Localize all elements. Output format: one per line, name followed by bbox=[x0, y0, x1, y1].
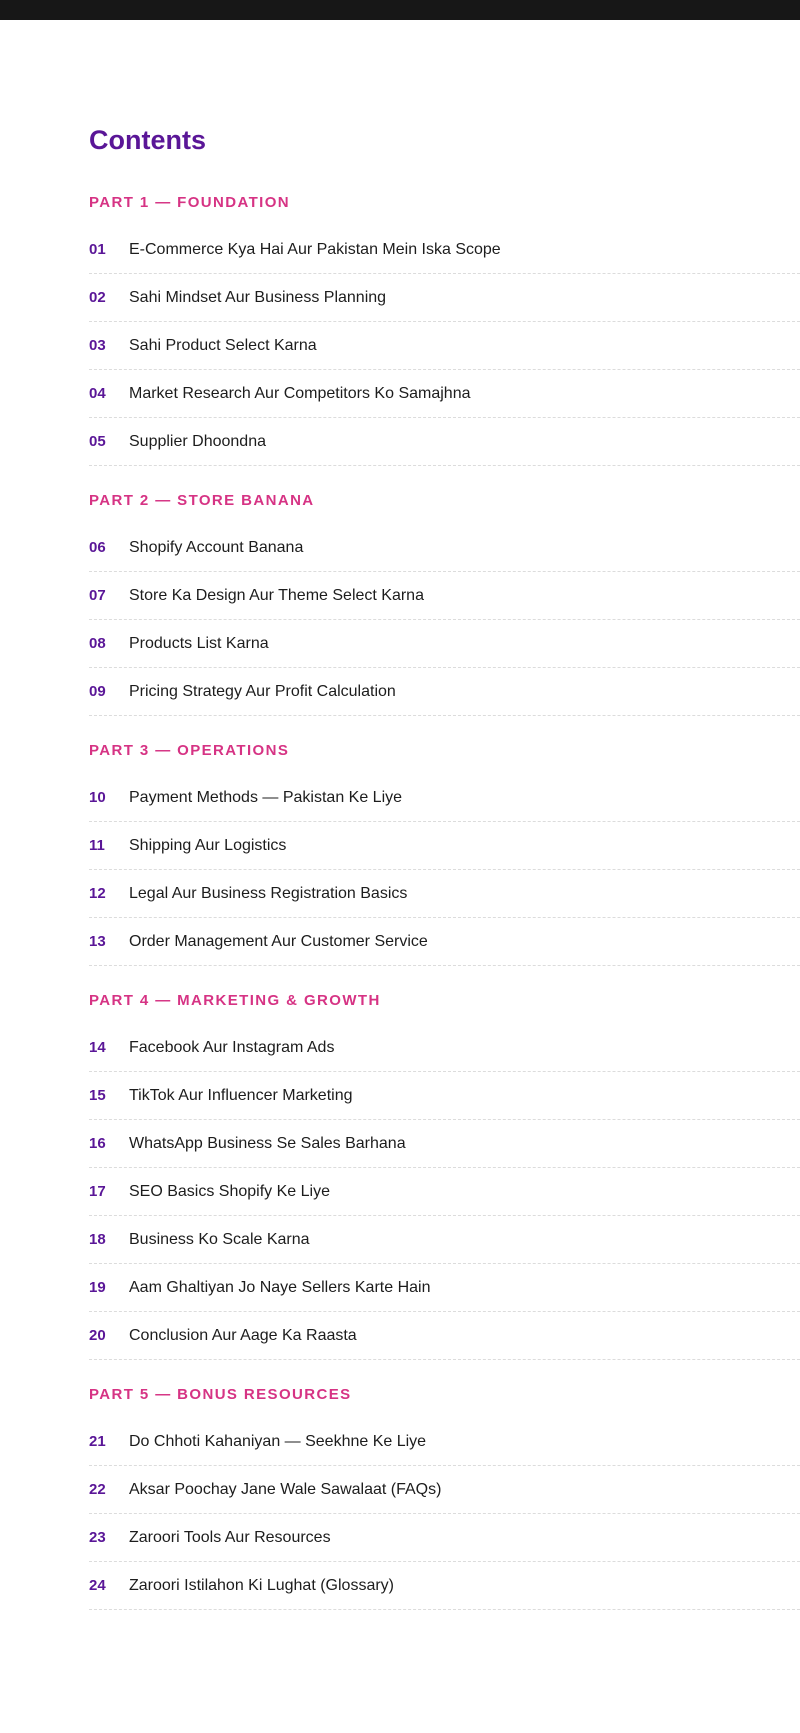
chapter-title: Zaroori Istilahon Ki Lughat (Glossary) bbox=[129, 1576, 394, 1594]
chapter-title: Products List Karna bbox=[129, 634, 269, 652]
toc-entry[interactable] bbox=[89, 1120, 800, 1168]
chapter-title: Aksar Poochay Jane Wale Sawalaat (FAQs) bbox=[129, 1480, 442, 1498]
chapter-list bbox=[89, 1418, 800, 1610]
page-title: Contents bbox=[89, 125, 206, 155]
toc-section-part-4 bbox=[89, 988, 800, 1382]
chapter-title: Payment Methods — Pakistan Ke Liye bbox=[129, 788, 403, 806]
chapter-number: 09 bbox=[89, 683, 106, 700]
chapter-number: 05 bbox=[89, 433, 106, 450]
chapter-number: 13 bbox=[89, 933, 106, 950]
contents-page bbox=[89, 120, 800, 1610]
chapter-number: 24 bbox=[89, 1577, 106, 1594]
table-of-contents bbox=[89, 190, 800, 1610]
chapter-number: 03 bbox=[89, 337, 106, 354]
chapter-title: Sahi Product Select Karna bbox=[129, 336, 317, 354]
toc-entry[interactable] bbox=[89, 870, 800, 918]
toc-section-part-2 bbox=[89, 488, 800, 738]
chapter-number: 04 bbox=[89, 385, 106, 402]
chapter-title: Conclusion Aur Aage Ka Raasta bbox=[129, 1326, 357, 1344]
toc-entry[interactable] bbox=[89, 774, 800, 822]
chapter-number: 07 bbox=[89, 587, 106, 604]
chapter-title: Business Ko Scale Karna bbox=[129, 1230, 310, 1248]
chapter-number: 21 bbox=[89, 1433, 106, 1450]
chapter-number: 01 bbox=[89, 241, 106, 258]
chapter-number: 18 bbox=[89, 1231, 106, 1248]
section-header: PART 1 — FOUNDATION bbox=[89, 194, 291, 211]
chapter-title: Pricing Strategy Aur Profit Calculation bbox=[129, 682, 396, 700]
toc-section-part-1 bbox=[89, 190, 800, 488]
chapter-title: E-Commerce Kya Hai Aur Pakistan Mein Iska Scope bbox=[129, 240, 501, 258]
chapter-title: Sahi Mindset Aur Business Planning bbox=[129, 288, 387, 306]
chapter-number: 17 bbox=[89, 1183, 106, 1200]
chapter-number: 02 bbox=[89, 289, 106, 306]
chapter-title: Facebook Aur Instagram Ads bbox=[129, 1038, 335, 1056]
toc-entry[interactable] bbox=[89, 1312, 800, 1360]
section-header: PART 4 — MARKETING & GROWTH bbox=[89, 992, 381, 1009]
toc-entry[interactable] bbox=[89, 1418, 800, 1466]
toc-entry[interactable] bbox=[89, 668, 800, 716]
chapter-list bbox=[89, 226, 800, 466]
toc-entry[interactable] bbox=[89, 1562, 800, 1610]
toc-entry[interactable] bbox=[89, 226, 800, 274]
section-header: PART 3 — OPERATIONS bbox=[89, 742, 290, 759]
toc-entry[interactable] bbox=[89, 370, 800, 418]
chapter-title: Shipping Aur Logistics bbox=[129, 836, 287, 854]
chapter-number: 19 bbox=[89, 1279, 106, 1296]
toc-entry[interactable] bbox=[89, 1264, 800, 1312]
toc-section-part-5 bbox=[89, 1382, 800, 1610]
toc-entry[interactable] bbox=[89, 418, 800, 466]
toc-entry[interactable] bbox=[89, 620, 800, 668]
toc-entry[interactable] bbox=[89, 322, 800, 370]
toc-entry[interactable] bbox=[89, 822, 800, 870]
chapter-number: 14 bbox=[89, 1039, 106, 1056]
section-header: PART 5 — BONUS RESOURCES bbox=[89, 1386, 352, 1403]
chapter-title: Aam Ghaltiyan Jo Naye Sellers Karte Hain bbox=[129, 1278, 431, 1296]
toc-entry[interactable] bbox=[89, 1216, 800, 1264]
chapter-number: 16 bbox=[89, 1135, 106, 1152]
chapter-number: 12 bbox=[89, 885, 106, 902]
chapter-number: 06 bbox=[89, 539, 106, 556]
toc-entry[interactable] bbox=[89, 1072, 800, 1120]
toc-section-part-3 bbox=[89, 738, 800, 988]
chapter-title: Store Ka Design Aur Theme Select Karna bbox=[129, 586, 424, 604]
chapter-list bbox=[89, 1024, 800, 1360]
chapter-title: Zaroori Tools Aur Resources bbox=[129, 1528, 331, 1546]
chapter-list bbox=[89, 524, 800, 716]
chapter-title: Do Chhoti Kahaniyan — Seekhne Ke Liye bbox=[129, 1432, 427, 1450]
toc-entry[interactable] bbox=[89, 524, 800, 572]
toc-entry[interactable] bbox=[89, 572, 800, 620]
top-bar bbox=[0, 0, 800, 20]
chapter-title: SEO Basics Shopify Ke Liye bbox=[129, 1182, 330, 1200]
toc-entry[interactable] bbox=[89, 918, 800, 966]
toc-entry[interactable] bbox=[89, 1466, 800, 1514]
toc-entry[interactable] bbox=[89, 1168, 800, 1216]
chapter-number: 20 bbox=[89, 1327, 106, 1344]
chapter-title: Supplier Dhoondna bbox=[129, 432, 266, 450]
chapter-title: TikTok Aur Influencer Marketing bbox=[129, 1086, 353, 1104]
chapter-number: 23 bbox=[89, 1529, 106, 1546]
chapter-title: Shopify Account Banana bbox=[129, 538, 304, 556]
section-header: PART 2 — STORE BANANA bbox=[89, 492, 315, 509]
chapter-title: Market Research Aur Competitors Ko Samajhna bbox=[129, 384, 471, 402]
chapter-number: 15 bbox=[89, 1087, 106, 1104]
chapter-number: 11 bbox=[89, 837, 105, 854]
chapter-list bbox=[89, 774, 800, 966]
toc-entry[interactable] bbox=[89, 274, 800, 322]
chapter-title: Order Management Aur Customer Service bbox=[129, 932, 428, 950]
chapter-title: Legal Aur Business Registration Basics bbox=[129, 884, 408, 902]
toc-entry[interactable] bbox=[89, 1514, 800, 1562]
chapter-number: 22 bbox=[89, 1481, 106, 1498]
toc-entry[interactable] bbox=[89, 1024, 800, 1072]
chapter-number: 08 bbox=[89, 635, 106, 652]
chapter-number: 10 bbox=[89, 789, 106, 806]
chapter-title: WhatsApp Business Se Sales Barhana bbox=[129, 1134, 406, 1152]
